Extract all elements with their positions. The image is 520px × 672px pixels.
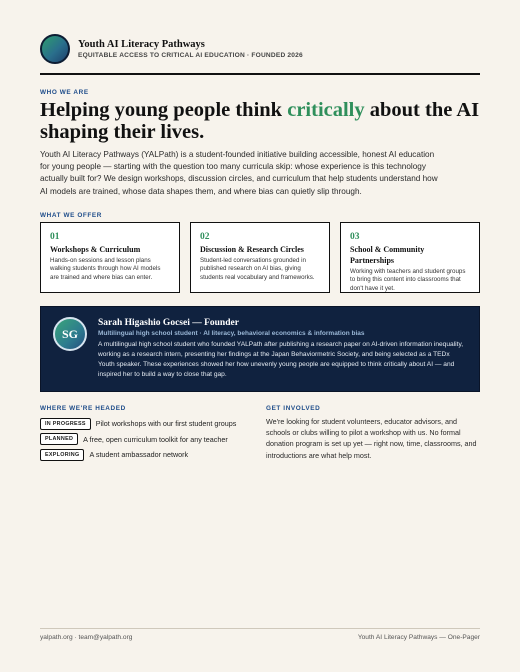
- involved-text: We're looking for student volunteers, educator advisors, and schools or clubs willing to pilot a workshop with us. No formal donation program is set up yet — right now, time, classrooms, and introductions are what help most.: [266, 417, 477, 460]
- card-number: 01: [50, 232, 60, 242]
- roadmap-eyebrow: WHERE WE'RE HEADED: [40, 405, 126, 412]
- headline-pre: Helping young people think: [40, 99, 288, 121]
- footer-title: Youth AI Literacy Pathways — One-Pager: [357, 634, 480, 641]
- founder-bio: A multilingual high school student who founded YALPath after publishing a research paper on AI-driven information inequality, working as a research intern, presenting her findings at the Japan Behaviormetric Society, and being selected as a TEDx Youth speaker. These experiences showed her how unevenly young people are equipped to think critically about AI — and inspired her to build a way to close that gap.: [98, 341, 464, 378]
- card-title: Discussion & Research Circles: [200, 245, 304, 254]
- offer-card-workshops: [40, 222, 180, 293]
- offer-eyebrow: WHAT WE OFFER: [40, 212, 102, 219]
- roadmap-list: [40, 416, 250, 463]
- founder-body: [98, 317, 467, 381]
- status-badge: EXPLORING: [40, 449, 84, 461]
- involved-eyebrow: GET INVOLVED: [266, 405, 321, 412]
- card-text: Working with teachers and student groups to bring this content into classrooms that don't have it yet.: [350, 268, 466, 292]
- who-eyebrow: WHO WE ARE: [40, 89, 89, 96]
- founder-role: Multilingual high school student · AI literacy, behavioral economics & information bias: [98, 330, 365, 337]
- card-number: 03: [350, 232, 360, 242]
- roadmap-text: Pilot workshops with our first student groups: [95, 419, 237, 429]
- card-number: 02: [200, 232, 210, 242]
- headline-post: about the AI shaping their lives.: [40, 99, 480, 143]
- status-badge: IN PROGRESS: [40, 418, 91, 430]
- status-badge: PLANNED: [40, 433, 78, 445]
- offer-card-partnerships: [340, 222, 480, 293]
- roadmap-item: [40, 432, 250, 448]
- offer-cards: [40, 222, 480, 293]
- card-title: School & Community Partnerships: [350, 245, 425, 265]
- roadmap-item: [40, 447, 250, 463]
- offer-card-discussion: [190, 222, 330, 293]
- card-title: Workshops & Curriculum: [50, 245, 141, 254]
- founder-avatar: SG: [53, 317, 87, 351]
- footer-rule: [40, 628, 480, 629]
- roadmap-text: A student ambassador network: [89, 450, 189, 460]
- founder-name: Sarah Higashio Gocsei — Founder: [98, 318, 239, 328]
- card-text: Hands-on sessions and lesson plans walking students through how AI models are trained and where bias can enter.: [50, 257, 161, 281]
- header: [40, 33, 480, 65]
- header-rule: [40, 73, 480, 75]
- intro-paragraph: Youth AI Literacy Pathways (YALPath) is a student-founded initiative building accessible, honest AI education for young people — starting with the question too many curricula skip: whose experience is this technology actually built for? We design workshops, discussion circles, and curriculum that help students understand how AI models are trained, whose data shapes them, and where bias can quietly slip through.: [40, 150, 438, 196]
- founder-panel: [40, 306, 480, 392]
- brand-block: [78, 38, 303, 61]
- footer: [40, 634, 480, 641]
- card-text: Student-led conversations grounded in published research on AI bias, giving students real vocabulary and frameworks.: [200, 257, 315, 281]
- headline: [40, 99, 480, 143]
- roadmap-item: [40, 416, 250, 432]
- logo-circle: [40, 34, 70, 64]
- brand-tagline: EQUITABLE ACCESS TO CRITICAL AI EDUCATION · FOUNDED 2026: [78, 51, 303, 59]
- headline-accent: critically: [287, 99, 365, 121]
- one-pager: [40, 0, 480, 672]
- footer-contact: yalpath.org · team@yalpath.org: [40, 634, 133, 641]
- brand-name: Youth AI Literacy Pathways: [78, 38, 205, 50]
- roadmap-text: A free, open curriculum toolkit for any teacher: [83, 434, 228, 444]
